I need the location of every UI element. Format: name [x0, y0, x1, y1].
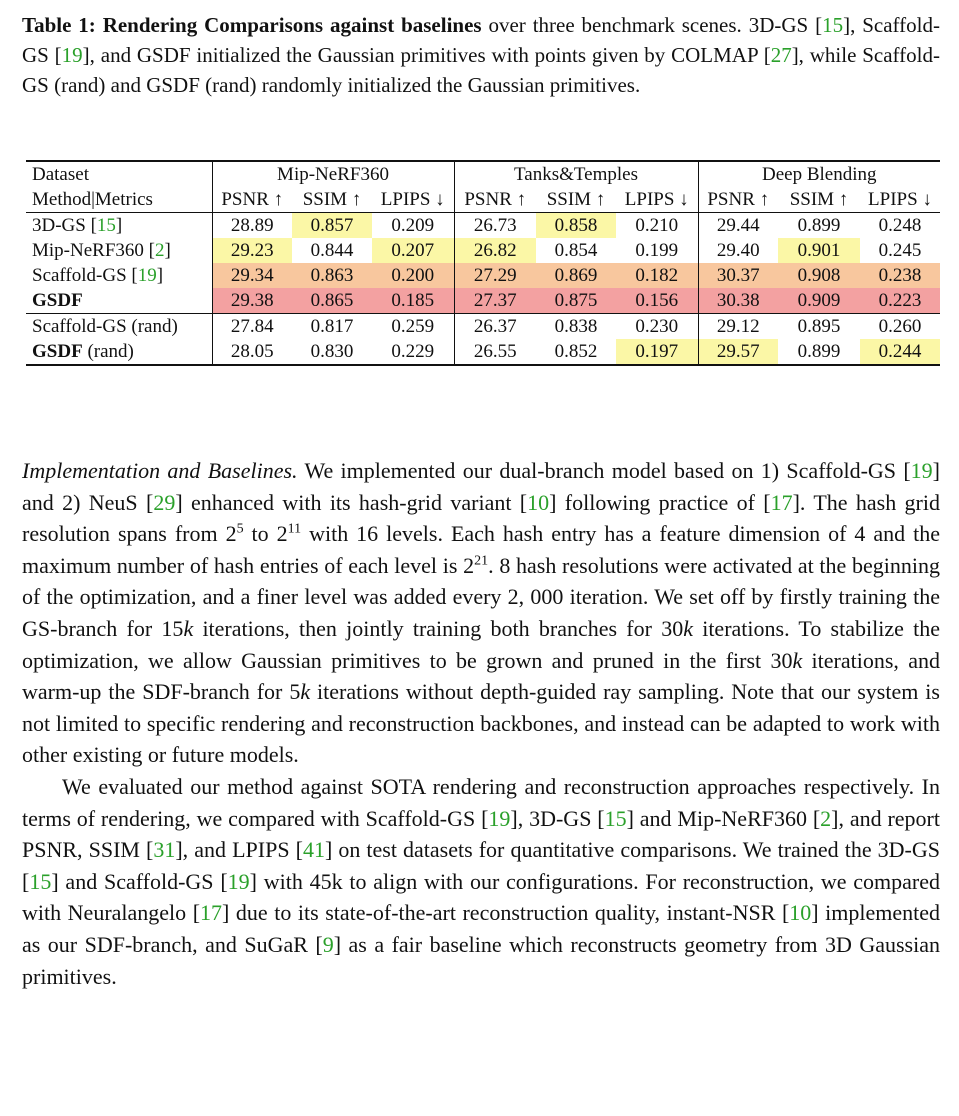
- citation-link[interactable]: 15: [29, 868, 52, 894]
- metric-value: 0.209: [372, 213, 454, 239]
- metric-value: 29.40: [716, 239, 760, 261]
- metric-value: 27.29: [454, 263, 536, 288]
- citation-link[interactable]: 17: [770, 489, 793, 515]
- citation-link[interactable]: 15: [604, 805, 627, 831]
- metric-value: 0.245: [878, 239, 922, 261]
- text: ], 3D-GS [: [510, 805, 605, 831]
- metric-value: 0.908: [778, 263, 860, 288]
- metric-value: 27.37: [454, 288, 536, 314]
- method-name: [26, 288, 212, 314]
- citation-link[interactable]: 15: [822, 13, 844, 37]
- metric-value: 0.182: [616, 263, 698, 288]
- header-metric: PSNR ↑: [464, 188, 527, 210]
- math-k: k: [683, 615, 693, 641]
- header-metric: LPIPS ↓: [868, 188, 932, 210]
- metric-value: 29.38: [212, 288, 292, 314]
- metric-value: 0.857: [292, 213, 372, 239]
- metric-value: 0.863: [292, 263, 372, 288]
- exponent: 21: [474, 553, 489, 569]
- method-name-text: 3D-GS [: [32, 214, 97, 236]
- text: iterations, and warm-up the SDF-branch for 5: [22, 647, 940, 705]
- metric-value: 0.230: [616, 314, 698, 340]
- table-row: [26, 263, 940, 288]
- header-method-metrics-label: Method|Metrics: [26, 187, 212, 213]
- header-dataset-group: Mip-NeRF360: [212, 161, 454, 187]
- method-name-text: ]: [156, 264, 164, 286]
- text: iterations, then jointly training both branches for 30: [193, 615, 684, 641]
- metric-value: 0.185: [372, 288, 454, 314]
- text: ] and Mip-NeRF360 [: [626, 805, 821, 831]
- metric-value: 0.852: [536, 339, 616, 365]
- header-metric: SSIM ↑: [302, 188, 362, 210]
- math-k: k: [300, 679, 311, 705]
- metric-value: 0.207: [372, 238, 454, 263]
- table-row: [26, 238, 940, 263]
- citation-link[interactable]: 19: [137, 264, 157, 286]
- metric-value: 0.248: [860, 213, 940, 239]
- method-name-text: GSDF: [32, 340, 83, 362]
- citation-link[interactable]: 19: [910, 458, 933, 483]
- text: ] with 45k to align with our configurations. For reconstruction, we compared with Neuralangelo [: [22, 868, 941, 926]
- method-name-text: GSDF: [32, 289, 83, 311]
- text: ] and Scaffold-GS [: [51, 868, 228, 894]
- header-dataset-label: Dataset: [26, 161, 212, 187]
- metric-value: 29.34: [212, 263, 292, 288]
- text: ] implemented as our SDF-branch, and SuGaR [: [22, 900, 940, 957]
- text: ] as a fair baseline which reconstructs geometry from 3D Gaussian primitives.: [22, 931, 940, 989]
- text: iterations without depth-guided ray sampling. Note that our system is not limited to specific rendering and reconstruction backbones, and instead can be adapted to work with other existing or future models.: [22, 679, 940, 768]
- metric-value: 29.23: [212, 238, 292, 263]
- metric-value: 0.875: [536, 288, 616, 314]
- metric-value: 0.259: [372, 314, 454, 340]
- citation-link[interactable]: 29: [153, 489, 176, 515]
- metric-value: 0.210: [616, 213, 698, 239]
- exponent: 11: [287, 521, 302, 537]
- text: ], and LPIPS [: [175, 837, 303, 863]
- header-metric: SSIM ↑: [789, 188, 849, 210]
- citation-link[interactable]: 27: [770, 43, 792, 67]
- header-dataset-group: Deep Blending: [698, 161, 940, 187]
- metric-value: 0.197: [616, 339, 698, 365]
- method-name-text: Mip-NeRF360 [: [32, 239, 155, 261]
- method-name: [26, 213, 212, 239]
- paragraph-evaluation: [22, 771, 940, 992]
- paragraph-heading: Implementation and Baselines.: [22, 458, 298, 483]
- method-name-text: Scaffold-GS [: [32, 264, 138, 286]
- metric-value: 0.229: [372, 339, 454, 365]
- body-text: [22, 455, 940, 992]
- table-row: [26, 339, 940, 365]
- metric-value: 0.869: [536, 263, 616, 288]
- citation-link[interactable]: 17: [200, 900, 223, 926]
- metric-value: 0.260: [860, 314, 940, 340]
- text: with 16 levels. Each hash entry has a feature dimension of 4 and the maximum number of hash entries of each level is 2: [22, 521, 940, 578]
- metric-value: 0.223: [860, 288, 940, 314]
- metric-value: 0.909: [778, 288, 860, 314]
- text: ] on test datasets for quantitative comparisons. We trained the 3D-GS [: [22, 837, 941, 894]
- text: We evaluated our method against SOTA rendering and reconstruction approaches respectively. In terms of rendering, we compared with Scaffold-GS [: [22, 773, 940, 831]
- metric-value: 26.55: [454, 339, 536, 365]
- citation-link[interactable]: 10: [789, 900, 812, 926]
- text: ], and report PSNR, SSIM [: [22, 805, 940, 863]
- caption-label: Table 1: Rendering Comparisons against baselines: [22, 13, 482, 37]
- method-name-text: ]: [115, 214, 123, 236]
- header-metric: LPIPS ↓: [372, 187, 454, 213]
- metric-value: 0.895: [778, 314, 860, 340]
- text: ] due to its state-of-the-art reconstruction quality, instant-NSR [: [222, 900, 790, 926]
- citation-link[interactable]: 9: [322, 931, 334, 957]
- method-name: [26, 263, 212, 288]
- metric-value: 0.899: [778, 213, 860, 239]
- citation-link[interactable]: 31: [153, 837, 176, 863]
- text: iterations. To stabilize the optimization, we allow Gaussian primitives to be grown and pruned in the first 30: [22, 615, 940, 673]
- metric-value: 0.844: [310, 239, 354, 261]
- caption-text: ], while Scaffold-GS (rand) and GSDF (rand) randomly initialized the Gaussian primitives.: [22, 43, 940, 97]
- metric-value: 28.89: [212, 213, 292, 239]
- method-name: [26, 339, 212, 365]
- text: ] and 2) NeuS [: [22, 458, 940, 515]
- metric-value: 26.82: [454, 238, 536, 263]
- paragraph-implementation: [22, 455, 940, 771]
- metric-value: 29.12: [698, 314, 778, 340]
- text: ] enhanced with its hash-grid variant [: [175, 489, 528, 515]
- citation-link[interactable]: 15: [96, 214, 116, 236]
- text: We implemented our dual-branch model based on 1) Scaffold-GS [: [297, 458, 911, 483]
- metric-value: 27.84: [212, 314, 292, 340]
- metric-value: 0.899: [778, 339, 860, 365]
- method-name-text: ]: [164, 239, 171, 261]
- metric-value: 0.199: [616, 238, 698, 263]
- metric-value: 0.238: [860, 263, 940, 288]
- method-name-suffix: (rand): [82, 340, 134, 362]
- metric-value: 0.156: [616, 288, 698, 314]
- citation-link[interactable]: 2: [820, 805, 832, 831]
- table-row: [26, 288, 940, 314]
- header-metric: SSIM ↑: [546, 188, 606, 210]
- text: . 8 hash resolutions were activated at the beginning of the optimization, and a finer level was added every 2, 000 iteration. We set off by firstly training the GS-branch for 15: [22, 552, 941, 641]
- header-metric: LPIPS ↓: [616, 187, 698, 213]
- metric-value: 29.44: [698, 213, 778, 239]
- metric-value: 0.200: [372, 263, 454, 288]
- header-row-datasets: [26, 161, 940, 187]
- metric-value: 28.05: [212, 339, 292, 365]
- citation-link[interactable]: 19: [227, 868, 250, 894]
- math-k: k: [792, 647, 803, 673]
- caption-text: ], and GSDF initialized the Gaussian primitives with points given by COLMAP [: [82, 43, 771, 67]
- text: ] following practice of [: [549, 489, 771, 515]
- header-row-metrics: [26, 187, 940, 213]
- math-k: k: [183, 615, 194, 641]
- method-name: [26, 314, 212, 340]
- metric-value: 0.901: [778, 238, 860, 263]
- header-dataset-group: Tanks&Temples: [454, 161, 698, 187]
- text: ]. The hash grid resolution spans from 2: [22, 489, 940, 547]
- metric-value: 30.37: [698, 263, 778, 288]
- method-name: [26, 238, 212, 263]
- metric-value: 30.38: [698, 288, 778, 314]
- exponent: 5: [236, 521, 244, 537]
- metric-value: 0.244: [860, 339, 940, 365]
- table-row: [26, 213, 940, 239]
- metric-value: 0.854: [554, 239, 598, 261]
- citation-link[interactable]: 2: [154, 239, 165, 261]
- citation-link[interactable]: 19: [61, 43, 83, 67]
- results-table: [26, 160, 940, 366]
- table-row: [26, 314, 940, 340]
- caption-text: ], Scaffold-GS [: [22, 13, 940, 67]
- table-caption: [22, 10, 940, 100]
- metric-value: 0.817: [292, 314, 372, 340]
- method-name-text: Scaffold-GS (rand): [32, 315, 178, 337]
- citation-link[interactable]: 10: [527, 489, 550, 515]
- metric-value: 0.830: [292, 339, 372, 365]
- metric-value: 0.838: [536, 314, 616, 340]
- metric-value: 0.858: [536, 213, 616, 239]
- text: to 2: [243, 521, 288, 547]
- citation-link[interactable]: 41: [302, 837, 325, 863]
- header-metric: PSNR ↑: [707, 188, 770, 210]
- metric-value: 29.57: [698, 339, 778, 365]
- results-table-container: [26, 160, 940, 366]
- citation-link[interactable]: 19: [488, 805, 511, 831]
- caption-text: over three benchmark scenes. 3D-GS [: [481, 13, 823, 37]
- header-metric: PSNR ↑: [221, 188, 284, 210]
- metric-value: 0.865: [292, 288, 372, 314]
- metric-value: 26.73: [454, 213, 536, 239]
- metric-value: 26.37: [454, 314, 536, 340]
